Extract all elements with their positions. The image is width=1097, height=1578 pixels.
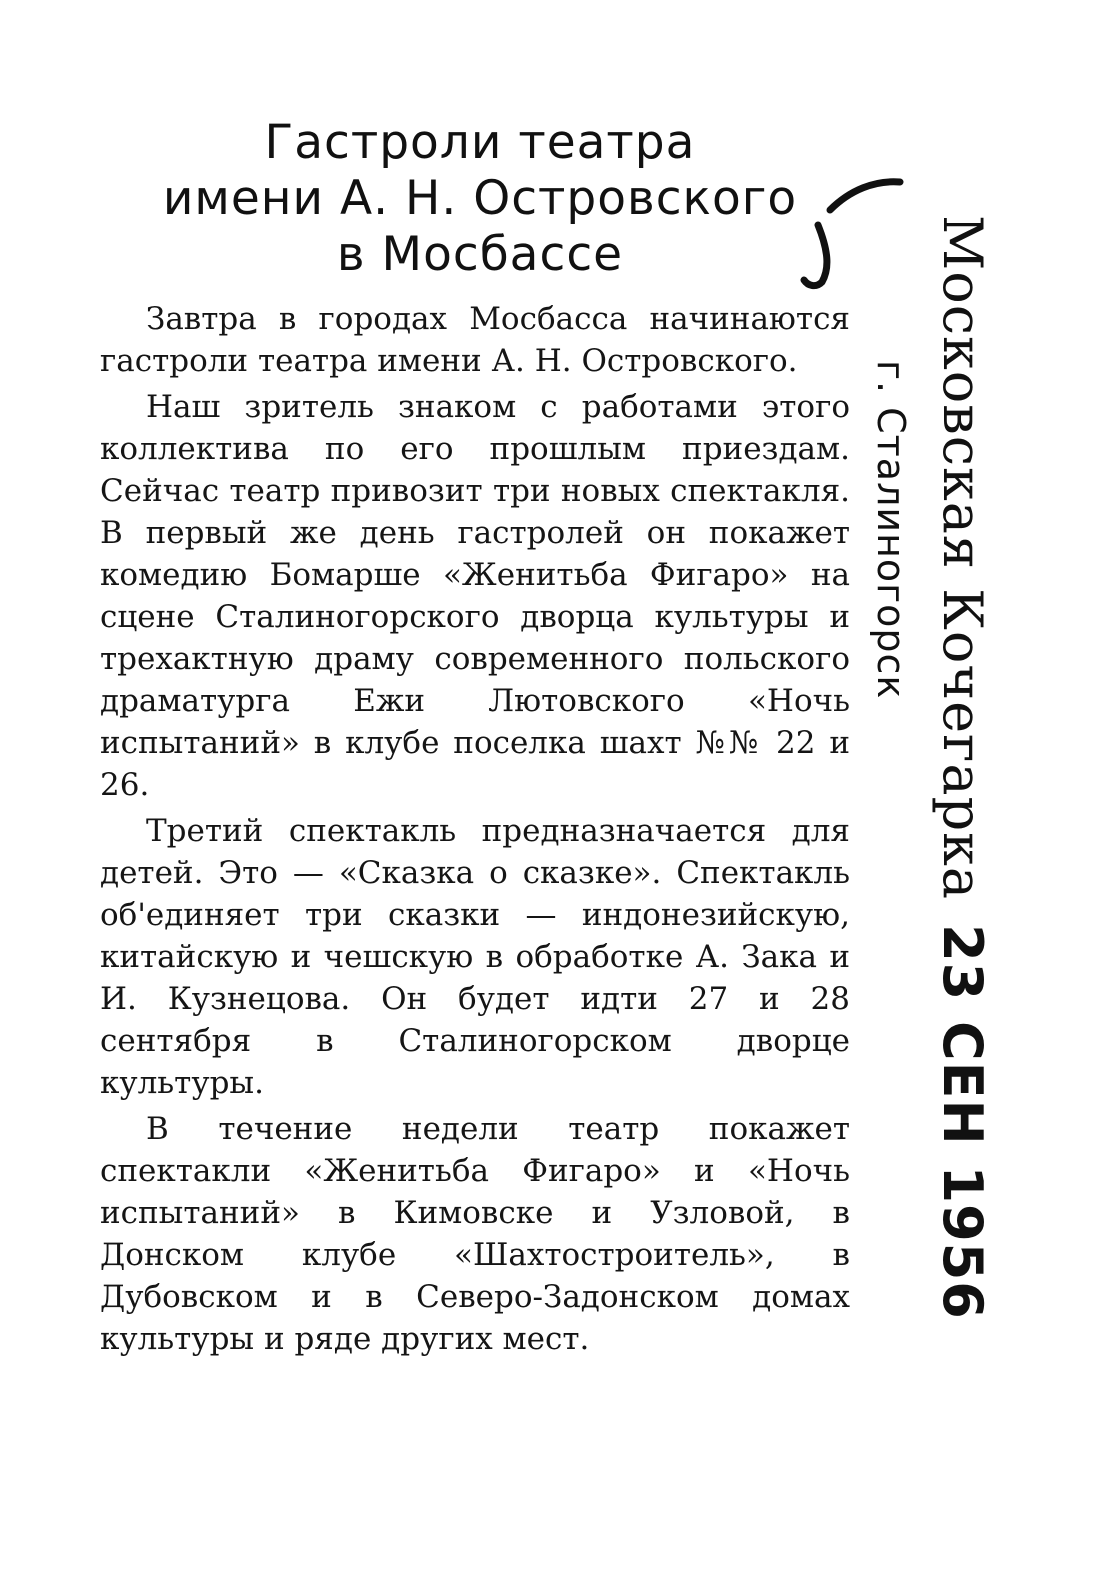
article-body (100, 298, 850, 1364)
stamp-city: г. Сталиногорск (869, 360, 913, 700)
headline-line-2: имени А. Н. Островского (162, 171, 798, 226)
stamp-date: 23 СЕН 1956 (931, 924, 994, 1320)
article-paragraph-3: Третий спектакль предназначается для детей. Это — «Сказка о сказке». Спектакль об'единяет три сказки — индонезийскую, китайскую и чешскую в обработке А. Зака и И. Кузнецова. Он будет идти 27 и 28 сентября в Сталиногорском дворце культуры. (100, 813, 850, 1101)
headline-line-3: в Мосбассе (336, 227, 624, 282)
article-headline (110, 115, 850, 283)
article-paragraph-2: Наш зритель знаком с работами этого коллектива по его прошлым приездам. Сейчас театр привозит три новых спектакля. В первый же день гастролей он покажет комедию Бомарше «Женитьба Фигаро» на сцене Сталиногорского дворца культуры и трехактную драму современного польского драматурга Ежи Лютовского «Ночь испытаний» в клубе поселка шахт №№ 22 и 26. (100, 389, 850, 803)
newspaper-stamp (932, 215, 992, 1320)
headline-line-1: Гастроли театра (264, 115, 696, 170)
handwritten-mark-icon (800, 150, 910, 290)
article-paragraph-1: Завтра в городах Мосбасса начинаются гастроли театра имени А. Н. Островского. (100, 301, 850, 379)
article-paragraph-4: В течение недели театр покажет спектакли «Женитьба Фигаро» и «Ночь испытаний» в Кимовске и Узловой, в Донском клубе «Шахтостроитель», в Дубовском и в Северо-Задонском домах культуры и ряде других мест. (100, 1111, 850, 1357)
stamp-newspaper-name: Московская Кочегарка (931, 215, 994, 901)
